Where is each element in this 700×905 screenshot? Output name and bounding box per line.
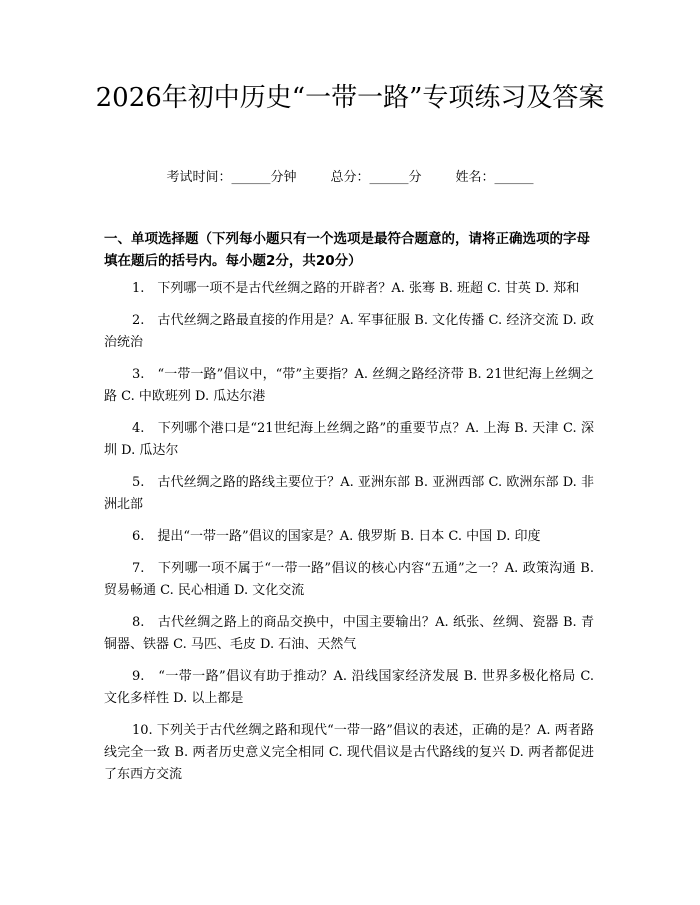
total-score-label: 总分：______分 xyxy=(330,170,422,185)
question-9: 9. “一带一路”倡议有助于推动？A. 沿线国家经济发展 B. 世界多极化格局 C. 文化多样性 D. 以上都是 xyxy=(104,669,594,706)
document-title: 2026年初中历史“一带一路”专项练习及答案 xyxy=(95,83,605,113)
exam-info-line xyxy=(0,168,700,188)
name-label: 姓名：______ xyxy=(455,170,534,185)
question-10: 10. 下列关于古代丝绸之路和现代“一带一路”倡议的表述，正确的是？A. 两者路线完全一致 B. 两者历史意义完全相同 C. 现代倡议是古代路线的复兴 D. 两者都促进了东西方交流 xyxy=(104,723,594,782)
question-8: 8. 古代丝绸之路上的商品交换中，中国主要输出？A. 纸张、丝绸、瓷器 B. 青铜器、铁器 C. 马匹、毛皮 D. 石油、天然气 xyxy=(104,615,594,652)
question-1: 1. 下列哪一项不是古代丝绸之路的开辟者？A. 张骞 B. 班超 C. 甘英 D. 郑和 xyxy=(132,281,580,296)
question-5: 5. 古代丝绸之路的路线主要位于？A. 亚洲东部 B. 亚洲西部 C. 欧洲东部 D. 非洲北部 xyxy=(104,475,594,512)
question-list xyxy=(104,278,594,796)
exam-time-label: 考试时间：______分钟 xyxy=(166,170,297,185)
question-7: 7. 下列哪一项不属于“一带一路”倡议的核心内容“五通”之一？A. 政策沟通 B. 贸易畅通 C. 民心相通 D. 文化交流 xyxy=(104,561,594,598)
question-3: 3. “一带一路”倡议中，“带”主要指？A. 丝绸之路经济带 B. 21世纪海上丝绸之路 C. 中欧班列 D. 瓜达尔港 xyxy=(104,367,594,404)
question-6: 6. 提出“一带一路”倡议的国家是？A. 俄罗斯 B. 日本 C. 中国 D. 印度 xyxy=(132,529,541,544)
section-heading: 一、单项选择题（下列每小题只有一个选项是最符合题意的，请将正确选项的字母填在题后的括号内。每小题2分，共20分） xyxy=(104,231,590,269)
question-4: 4. 下列哪个港口是“21世纪海上丝绸之路”的重要节点？A. 上海 B. 天津 C. 深圳 D. 瓜达尔 xyxy=(104,421,594,458)
question-2: 2. 古代丝绸之路最直接的作用是？A. 军事征服 B. 文化传播 C. 经济交流 D. 政治统治 xyxy=(104,313,594,350)
